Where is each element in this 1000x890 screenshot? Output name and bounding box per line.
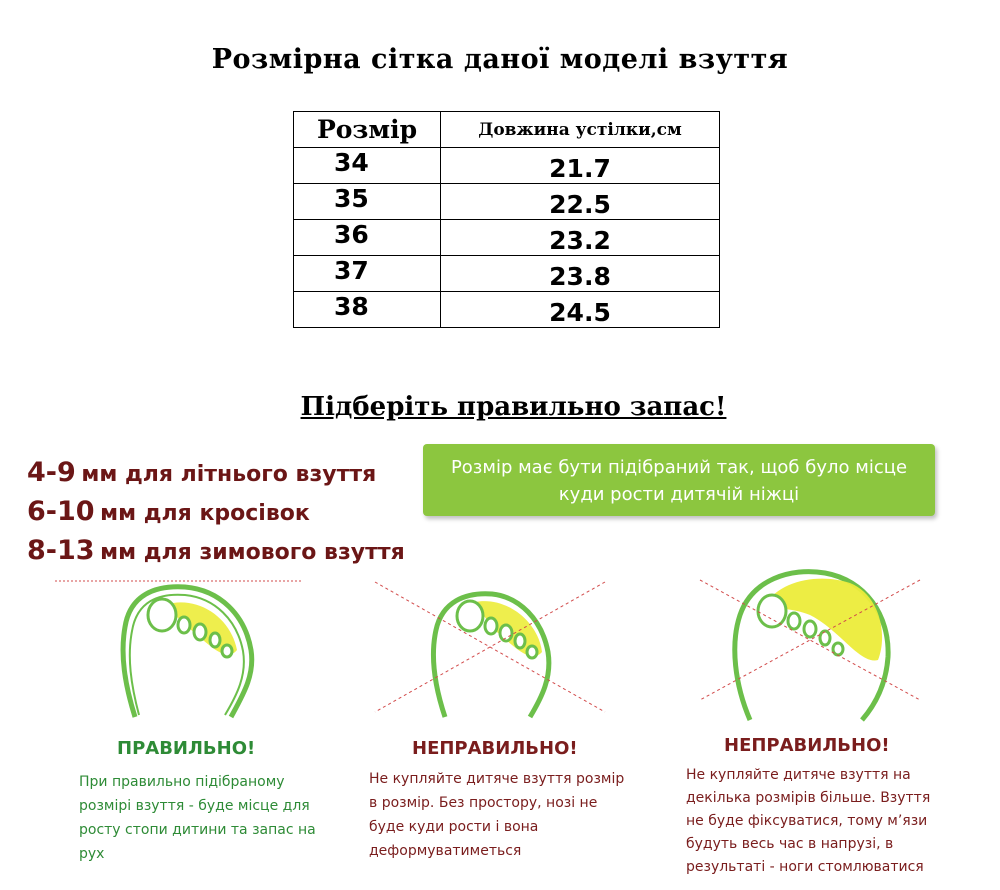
desc-line: Не купляйте дитяче взуття на [686, 767, 911, 783]
cell-size: 37 [294, 256, 441, 292]
desc-line: рух [79, 846, 105, 862]
desc-line: результаті - ноги стомлюватися [686, 859, 924, 875]
table-row [294, 292, 720, 328]
table-row [294, 220, 720, 256]
verdict-too-big: НЕПРАВИЛЬНО! [724, 735, 890, 756]
desc-line: не буде фіксуватися, тому м’язи [686, 813, 928, 829]
description-too-big [686, 764, 930, 879]
cell-length: 22.5 [441, 184, 720, 220]
badge-line: куди рости дитячій ніжці [558, 484, 800, 505]
desc-line: росту стопи дитини та запас на [79, 822, 316, 838]
cell-size: 36 [294, 220, 441, 256]
table-row [294, 256, 720, 292]
cell-length: 23.2 [441, 220, 720, 256]
foot-too-big-illustration [690, 565, 930, 725]
cell-size: 35 [294, 184, 441, 220]
allowance-range: 8-13 [27, 535, 95, 566]
table-row [294, 148, 720, 184]
cell-length: 21.7 [441, 148, 720, 184]
description-too-small [369, 767, 624, 863]
desc-line: Не купляйте дитяче взуття розмір [369, 771, 625, 787]
foot-too-small-illustration [370, 572, 610, 722]
cell-length: 23.8 [441, 256, 720, 292]
allowance-summer [27, 457, 376, 488]
desc-line: будуть весь час в напрузі, в [686, 836, 894, 852]
cell-size: 34 [294, 148, 441, 184]
desc-line: При правильно підібраному [79, 774, 285, 790]
allowance-range: 6-10 [27, 496, 95, 527]
table-header-row [294, 112, 720, 148]
size-table [293, 111, 720, 328]
page-title: Розмірна сітка даної моделі взуття [211, 44, 789, 75]
header-size: Розмір [294, 112, 441, 148]
foot-correct-illustration [55, 565, 305, 725]
section-subtitle: Підберіть правильно запас! [300, 392, 727, 422]
desc-line: декілька розмірів більше. Взуття [686, 790, 931, 806]
desc-line: буде куди рости і вона [369, 819, 539, 835]
allowance-sneakers [27, 496, 310, 527]
verdict-too-small: НЕПРАВИЛЬНО! [412, 738, 578, 759]
header-insole-length: Довжина устілки,см [441, 112, 720, 148]
cell-size: 38 [294, 292, 441, 328]
cell-length: 24.5 [441, 292, 720, 328]
desc-line: деформуватиметься [369, 843, 522, 859]
badge-line: Розмір має бути підібраний так, щоб було місце [450, 457, 908, 478]
allowance-text: мм для зимового взуття [100, 540, 405, 565]
desc-line: в розмір. Без простору, нозі не [369, 795, 598, 811]
desc-line: розмірі взуття - буде місце для [79, 798, 310, 814]
growth-room-badge [423, 444, 935, 516]
description-correct [79, 770, 316, 866]
allowance-winter [27, 535, 405, 566]
allowance-text: мм для кросівок [100, 501, 310, 526]
table-row [294, 184, 720, 220]
verdict-correct: ПРАВИЛЬНО! [117, 738, 256, 759]
allowance-range: 4-9 [27, 457, 76, 488]
allowance-text: мм для літнього взуття [81, 462, 377, 487]
